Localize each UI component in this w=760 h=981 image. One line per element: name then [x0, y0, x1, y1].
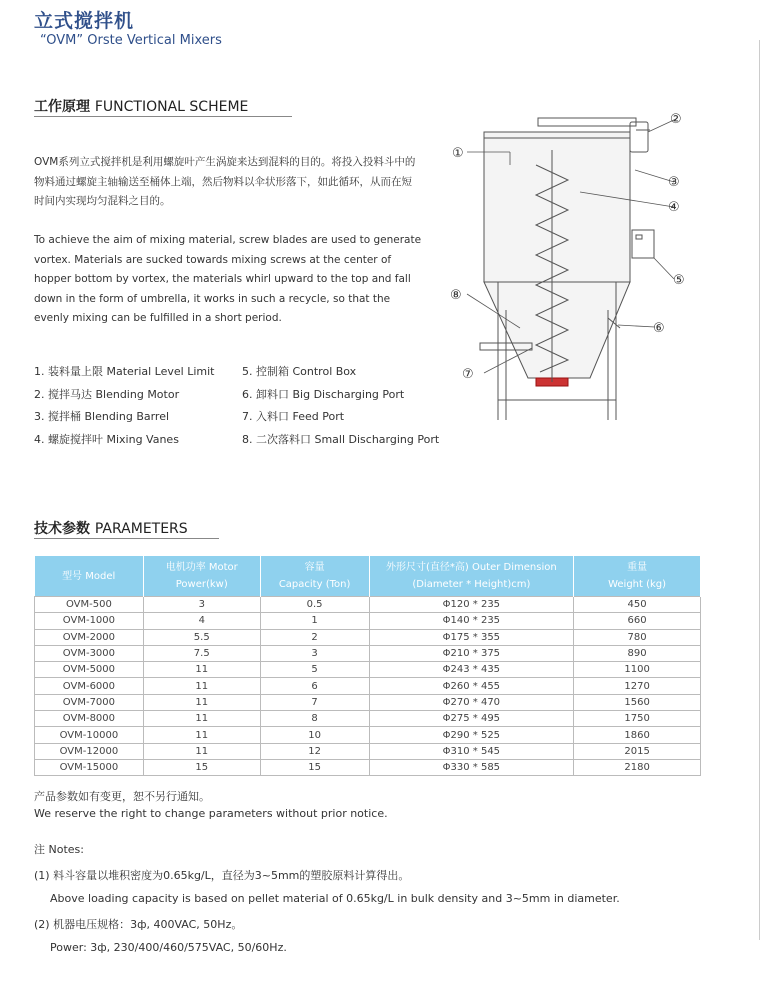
part-item: 5. 控制箱 Control Box	[242, 365, 357, 378]
column-header: 重量 Weight (kg)	[574, 556, 701, 597]
diagram-label-4: ④	[668, 200, 680, 215]
table-cell: Φ275 * 495	[369, 711, 574, 727]
note-1-en: Above loading capacity is based on pellet material of 0.65kg/L in bulk density and 3~5mm in diameter.	[50, 892, 620, 905]
table-row	[35, 694, 701, 710]
table-cell: OVM-1000	[35, 613, 144, 629]
table-cell: 1270	[574, 678, 701, 694]
scheme-paragraph-en: To achieve the aim of mixing material, screw blades are used to generate vortex. Materials are sucked towards mixing screws at the center of hopper bottom by vortex, the materials whirl upward to the top and fall down in the form of umbrella, it works in such a recycle, so that the evenly mixing can be fulfilled in a short period.	[34, 234, 422, 324]
part-item: 4. 螺旋搅拌叶 Mixing Vanes	[34, 432, 179, 446]
parameters-heading-cn: 技术参数	[34, 521, 90, 537]
table-row	[35, 727, 701, 743]
table-row	[35, 711, 701, 727]
table-cell: Φ243 * 435	[369, 662, 574, 678]
table-cell: 1	[260, 613, 369, 629]
table-cell: 1860	[574, 727, 701, 743]
table-cell: 15	[260, 759, 369, 775]
table-row	[35, 645, 701, 661]
scheme-paragraph-cn: OVM系列立式搅拌机是利用螺旋叶产生涡旋来达到混料的目的。将投入投料斗中的物料通过螺旋主轴输送至桶体上端，然后物料以伞状形落下，如此循环，从而在短时间内实现均匀混料之目的。	[34, 156, 416, 207]
table-cell: OVM-6000	[35, 678, 144, 694]
part-item: 3. 搅拌桶 Blending Barrel	[34, 410, 170, 423]
table-cell: Φ175 * 355	[369, 629, 574, 645]
table-cell: Φ330 * 585	[369, 759, 574, 775]
table-cell: Φ310 * 545	[369, 743, 574, 759]
table-cell: OVM-12000	[35, 743, 144, 759]
parameters-divider	[34, 538, 219, 539]
table-cell: Φ270 * 470	[369, 694, 574, 710]
table-cell: Φ210 * 375	[369, 645, 574, 661]
table-cell: 780	[574, 629, 701, 645]
notes-label: 注 Notes:	[34, 843, 84, 856]
table-row	[35, 662, 701, 678]
diagram-label-7: ⑦	[462, 367, 474, 382]
table-cell: OVM-5000	[35, 662, 144, 678]
table-cell: OVM-3000	[35, 645, 144, 661]
diagram-label-8: ⑧	[450, 288, 462, 303]
table-cell: 12	[260, 743, 369, 759]
page-title: 立式搅拌机	[34, 10, 135, 32]
table-cell: OVM-8000	[35, 711, 144, 727]
table-cell: 11	[143, 711, 260, 727]
table-cell: 15	[143, 759, 260, 775]
diagram-label-2: ②	[670, 112, 682, 127]
column-header: 容量 Capacity (Ton)	[260, 556, 369, 597]
table-cell: OVM-7000	[35, 694, 144, 710]
column-header: 电机功率 Motor Power(kw)	[143, 556, 260, 597]
table-cell: 3	[143, 597, 260, 613]
table-cell: 2	[260, 629, 369, 645]
table-cell: 0.5	[260, 597, 369, 613]
table-row	[35, 759, 701, 775]
diagram-label-6: ⑥	[653, 321, 665, 336]
note-2-en: Power: 3ф, 230/400/460/575VAC, 50/60Hz.	[50, 941, 287, 954]
diagram-label-5: ⑤	[673, 273, 685, 288]
table-row	[35, 743, 701, 759]
part-item: 1. 装料量上限 Material Level Limit	[34, 365, 215, 378]
table-cell: 450	[574, 597, 701, 613]
part-item: 6. 卸料口 Big Discharging Port	[242, 387, 405, 401]
table-cell: 5	[260, 662, 369, 678]
table-cell: 2015	[574, 743, 701, 759]
page-subtitle: “OVM” Orste Vertical Mixers	[40, 33, 222, 48]
table-cell: 8	[260, 711, 369, 727]
scheme-heading	[34, 96, 248, 116]
table-cell: 1560	[574, 694, 701, 710]
scheme-heading-cn: 工作原理	[34, 99, 90, 115]
table-cell: Φ140 * 235	[369, 613, 574, 629]
table-cell: OVM-2000	[35, 629, 144, 645]
table-cell: 11	[143, 662, 260, 678]
diagram-label-1: ①	[452, 146, 464, 161]
scheme-heading-en: FUNCTIONAL SCHEME	[94, 99, 249, 115]
table-cell: 3	[260, 645, 369, 661]
table-cell: OVM-10000	[35, 727, 144, 743]
column-header: 外形尺寸(直径*高) Outer Dimension (Diameter * Height)cm)	[369, 556, 574, 597]
table-cell: 2180	[574, 759, 701, 775]
change-notice-cn: 产品参数如有变更，恕不另行通知。	[34, 790, 210, 803]
table-cell: 7.5	[143, 645, 260, 661]
note-2-cn: (2) 机器电压规格：3ф, 400VAC, 50Hz。	[34, 918, 243, 931]
part-item: 8. 二次落料口 Small Discharging Port	[242, 432, 440, 446]
table-body	[35, 597, 701, 776]
table-cell: 11	[143, 727, 260, 743]
table-row	[35, 613, 701, 629]
part-item: 7. 入料口 Feed Port	[242, 410, 345, 423]
table-cell: 1750	[574, 711, 701, 727]
table-cell: Φ260 * 455	[369, 678, 574, 694]
table-cell: 11	[143, 694, 260, 710]
table-cell: 11	[143, 743, 260, 759]
table-cell: 10	[260, 727, 369, 743]
parameters-table	[34, 556, 701, 776]
parts-list-left	[34, 361, 214, 451]
table-row	[35, 629, 701, 645]
parameters-heading	[34, 518, 188, 538]
table-row	[35, 678, 701, 694]
scheme-divider	[34, 116, 292, 117]
diagram-label-3: ③	[668, 175, 680, 190]
note-1-cn: (1) 料斗容量以堆积密度为0.65kg/L，直径为3~5mm的塑胶原料计算得出。	[34, 869, 410, 882]
parameters-heading-en: PARAMETERS	[94, 521, 188, 537]
table-cell: 5.5	[143, 629, 260, 645]
table-header-row	[35, 556, 701, 597]
table-cell: 11	[143, 678, 260, 694]
table-cell: 1100	[574, 662, 701, 678]
table-cell: 6	[260, 678, 369, 694]
parts-list-right	[242, 361, 439, 451]
table-cell: OVM-500	[35, 597, 144, 613]
table-cell: 890	[574, 645, 701, 661]
mixer-diagram	[440, 110, 700, 430]
table-cell: OVM-15000	[35, 759, 144, 775]
table-row	[35, 597, 701, 613]
table-cell: Φ290 * 525	[369, 727, 574, 743]
table-cell: Φ120 * 235	[369, 597, 574, 613]
change-notice-en: We reserve the right to change parameters without prior notice.	[34, 807, 388, 820]
table-cell: 4	[143, 613, 260, 629]
table-cell: 7	[260, 694, 369, 710]
part-item: 2. 搅拌马达 Blending Motor	[34, 387, 180, 401]
column-header: 型号 Model	[35, 556, 144, 597]
table-cell: 660	[574, 613, 701, 629]
